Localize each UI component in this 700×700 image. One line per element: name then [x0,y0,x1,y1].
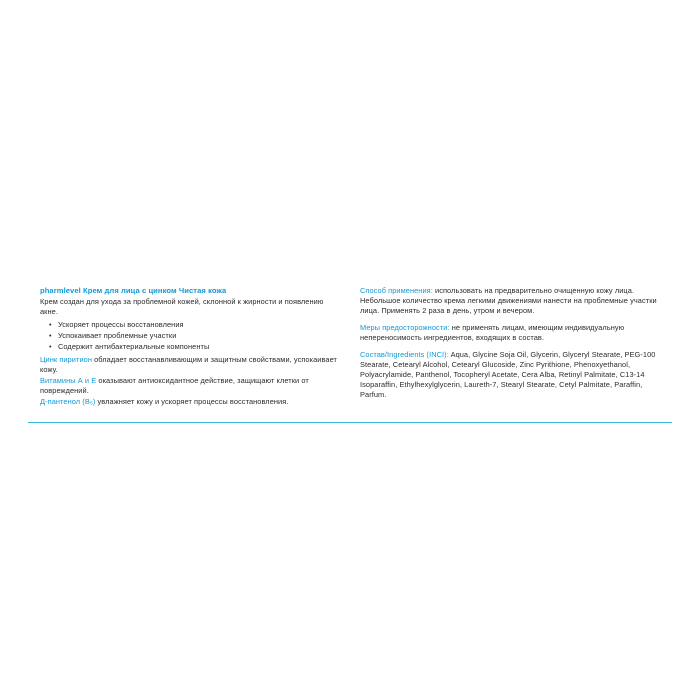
ingredient-name: Витамины А и Е [40,376,97,386]
composition-label: Состав/Ingredients (INCI): [360,349,449,359]
product-title-line [40,286,340,296]
usage-instructions [360,286,660,316]
cautions-label: Меры предосторожности: [360,322,450,332]
usage-label: Способ применения: [360,286,433,295]
ingredient-description: обладает восстанавливающим и защитным свойствами, успокаивает кожу. [40,354,337,374]
composition-inci [360,350,660,400]
ingredient-name: Д-пантенол (В₅) [40,397,96,407]
product-title: Крем для лица с цинком Чистая кожа [83,286,227,295]
benefit-list [40,320,340,352]
product-intro: Крем создан для ухода за проблемной кожей, склонной к жирности и появлению акне. [40,297,324,317]
cautions [360,323,660,343]
ingredient-name: Цинк пиритион [40,354,92,364]
composition-text: Aqua, Glycine Soja Oil, Glycerin, Glyceryl Stearate, PEG-100 Stearate, Cetearyl Alcohol, Cetearyl Glucoside, Zinc Pyrithione, Phenoxyethanol, Polyacrylamide, Panthenol, Tocopheryl Acetate, Cera Alba, Retinyl Palmitate, C13-14 Isoparaffin, Ethylhexylglycerin, Laureth-7, Stearyl Stearate, Cetyl Palmitate, Paraffin, Parfum. [360,349,656,399]
ingredient-description: оказывают антиоксидантное действие, защищают клетки от повреждений. [40,376,309,396]
ingredient-zinc-pyrithione [40,355,340,375]
cautions-text: не применять лицам, имеющим индивидуальную непереносимость ингредиентов, входящих в состав. [360,322,625,342]
left-column [40,286,340,409]
list-item: • Ускоряет процессы восстановления [58,320,340,330]
list-item: • Содержит антибактериальные компоненты [58,342,340,352]
packaging-info-panel [28,276,672,422]
brand-name: pharmlevel [40,286,81,295]
usage-text: использовать на предварительно очищенную кожу лица. Небольшое количество крема легкими движениями нанести на проблемные участки лица. Применять 2 раза в день, утром и вечером. [360,286,657,315]
ingredient-d-panthenol [40,397,340,407]
right-column [360,286,660,400]
ingredient-description: увлажняет кожу и ускоряет процессы восстановления. [95,397,289,407]
ingredient-vitamins-a-e [40,376,340,396]
list-item: • Успокаивает проблемные участки [58,331,340,341]
